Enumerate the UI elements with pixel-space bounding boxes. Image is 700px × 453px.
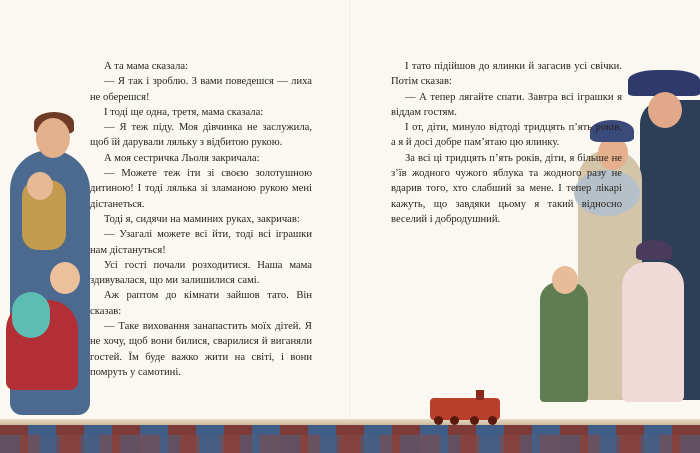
- paragraph: За всі ці тридцять п’ять років, діти, я більше не з’їв жодного чужого яблука та жодного разу не вдарив того, хто слабший за мене. І тепер лікарі кажуть, що завдяки цьому я такий відносно веселий і добродушний.: [391, 152, 622, 225]
- paragraph: — А тепер лягайте спати. Завтра всі іграшки я віддам гостям.: [391, 91, 622, 118]
- girl-head: [50, 262, 80, 294]
- paragraph: — Таке виховання занапастить моїх дітей. Я не хочу, щоб вони билися, сварилися й виганяли гостей. Їм буде важко жити на світі, і вони помруть у самотині.: [90, 321, 312, 378]
- paragraph: Усі гості почали розходитися. Наша мама здивувалася, що ми залишилися самі.: [90, 259, 312, 287]
- child-in-pink-coat-hat: [636, 240, 672, 260]
- paragraph: Аж раптом до кімнати зайшов тато. Він сказав:: [90, 290, 312, 317]
- checkered-floor: [0, 425, 700, 453]
- paragraph: — Можете теж іти зі своєю золотушною дитиною! І тоді лялька зі зламаною рукою мені дістанеться.: [90, 168, 312, 210]
- paragraph: — Я теж піду. Моя дівчинка не заслужила, щоб їй дарували ляльку з відбитою рукою.: [90, 122, 312, 149]
- paragraph: А моя сестричка Льоля закричала:: [104, 152, 260, 164]
- toy-train-wheel: [434, 416, 443, 425]
- paragraph: І тоді ще одна, третя, мама сказала:: [104, 106, 264, 118]
- paragraph: І тато підійшов до ялинки й загасив усі свічки. Потім сказав:: [391, 61, 622, 88]
- boy-head: [27, 172, 53, 200]
- mother-head: [36, 118, 70, 158]
- doll-figure: [12, 292, 50, 338]
- toy-train-wheel: [470, 416, 479, 425]
- paragraph: І от, діти, минуло відтоді тридцять п’ять років, а я й досі добре пам’ятаю цю ялинку.: [391, 122, 622, 149]
- child-in-pink-coat: [622, 262, 684, 402]
- paragraph: — Я так і зроблю. З вами поведешся — лиха не оберешся!: [90, 76, 312, 103]
- toy-train-wheel: [450, 416, 459, 425]
- paragraph: А та мама сказала:: [104, 61, 189, 72]
- toy-train-wheel: [488, 416, 497, 425]
- book-spine: [349, 0, 351, 453]
- paragraph: Тоді я, сидячи на маминих руках, закричав:: [104, 213, 300, 225]
- toy-train-chimney: [476, 390, 484, 400]
- child-in-green-coat-head: [552, 266, 578, 294]
- paragraph: — Узагалі можете всі йти, тоді всі іграшки нам дістануться!: [90, 229, 312, 256]
- left-page-text: [90, 59, 312, 380]
- right-page-text: [391, 59, 622, 227]
- man-head: [648, 92, 682, 128]
- child-in-green-coat: [540, 282, 588, 402]
